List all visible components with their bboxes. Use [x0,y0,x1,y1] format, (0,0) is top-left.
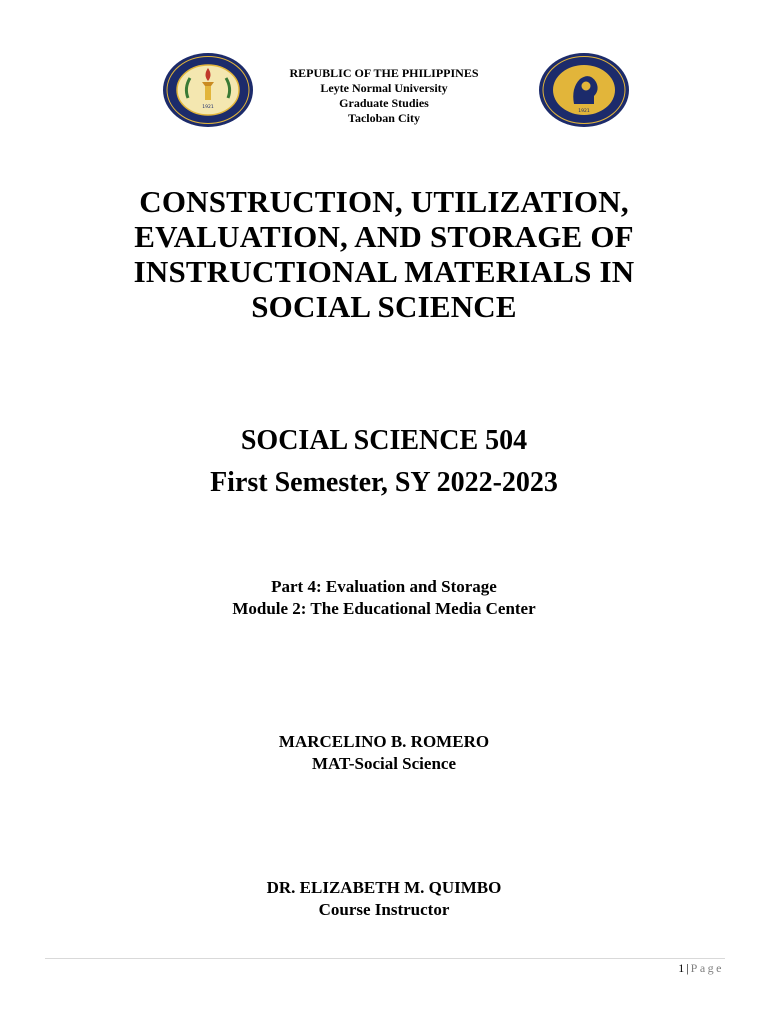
module-info [40,576,728,620]
document-title [40,184,728,324]
module-title: Module 2: The Educational Media Center [232,599,536,618]
seal-left-year: 1921 [202,105,214,110]
page-number-value: 1 [678,961,685,975]
header-city: Tacloban City [348,111,420,125]
instructor-info [40,877,728,921]
page-separator: | [686,961,689,975]
course-info [40,420,728,504]
title-line-4: SOCIAL SCIENCE [251,289,517,324]
instructor-role: Course Instructor [318,900,450,919]
page-number [678,961,724,976]
header-country: REPUBLIC OF THE PHILIPPINES [289,66,479,80]
author-info [40,731,728,775]
footer-divider [45,958,725,959]
title-line-3: INSTRUCTIONAL MATERIALS IN [133,254,635,289]
seal-right-year: 1921 [578,109,590,114]
institution-header [254,66,514,126]
title-line-2: EVALUATION, AND STORAGE OF [134,219,634,254]
course-code: SOCIAL SCIENCE 504 [240,425,528,456]
graduate-school-seal-icon [538,52,630,128]
page-label: Page [690,961,724,975]
header-university: Leyte Normal University [320,81,448,95]
header-department: Graduate Studies [339,96,429,110]
author-name: MARCELINO B. ROMERO [278,732,490,751]
university-seal-icon [162,52,254,128]
instructor-name: DR. ELIZABETH M. QUIMBO [266,878,502,897]
author-degree: MAT-Social Science [311,754,456,773]
module-part: Part 4: Evaluation and Storage [271,577,497,596]
course-term: First Semester, SY 2022-2023 [210,467,558,498]
title-line-1: CONSTRUCTION, UTILIZATION, [139,184,629,219]
